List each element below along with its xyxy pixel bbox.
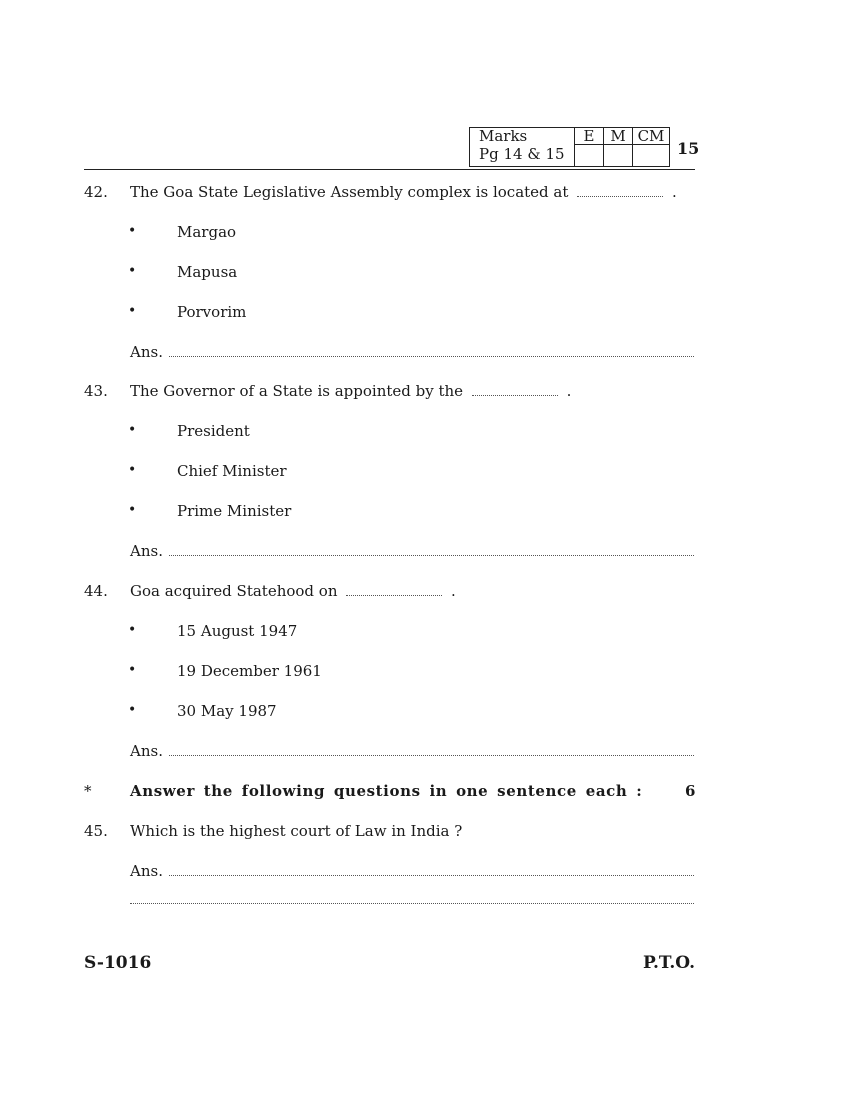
question-43-option-3: Prime Minister <box>177 502 292 520</box>
question-42-blank[interactable] <box>577 184 663 197</box>
instruction-marks: 6 <box>685 782 696 800</box>
question-42-answer-line[interactable] <box>169 344 694 357</box>
bullet-icon: • <box>128 223 137 239</box>
question-42-prompt: The Goa State Legislative Assembly complex is located at <box>130 183 569 201</box>
question-44-answer-line[interactable] <box>169 743 694 756</box>
question-42-text <box>130 183 677 201</box>
question-45-answer-line-2[interactable] <box>130 902 694 904</box>
page-number: 15 <box>677 139 700 158</box>
bullet-icon: • <box>128 462 137 478</box>
pto-label: P.T.O. <box>643 953 695 973</box>
bullet-icon: • <box>128 702 137 718</box>
marks-col-e: E <box>575 128 604 145</box>
question-43-text <box>130 382 571 400</box>
question-43-answer-line[interactable] <box>169 543 694 556</box>
marks-cell-m <box>604 145 633 167</box>
question-45-ans-label: Ans. <box>130 862 163 880</box>
question-42-period: . <box>671 183 677 201</box>
marks-box <box>469 127 670 167</box>
bullet-icon: • <box>128 622 137 638</box>
header-rule <box>84 169 695 170</box>
question-42-ans-label: Ans. <box>130 343 163 361</box>
question-43-prompt: The Governor of a State is appointed by the <box>130 382 464 400</box>
instruction-text: Answer the following questions in one sentence each : <box>130 782 643 800</box>
bullet-icon: • <box>128 662 137 678</box>
marks-label-line2: Pg 14 & 15 <box>479 145 565 163</box>
question-44-period: . <box>451 582 456 600</box>
question-44-prompt: Goa acquired Statehood on <box>130 582 338 600</box>
marks-cell-cm <box>633 145 670 167</box>
question-42-answer-row <box>130 343 694 361</box>
paper-code: S-1016 <box>84 953 152 973</box>
question-43-period: . <box>566 382 572 400</box>
question-43-option-2: Chief Minister <box>177 462 287 480</box>
question-44-blank[interactable] <box>346 583 442 596</box>
bullet-icon: • <box>128 422 137 438</box>
question-43-number: 43. <box>84 382 108 400</box>
marks-cell-e <box>575 145 604 167</box>
question-44-answer-row <box>130 742 694 760</box>
marks-label-line1: Marks <box>479 127 528 145</box>
question-44-ans-label: Ans. <box>130 742 163 760</box>
marks-label <box>470 128 575 167</box>
question-43-option-1: President <box>177 422 250 440</box>
question-43-blank[interactable] <box>472 383 558 396</box>
bullet-icon: • <box>128 303 137 319</box>
question-43-answer-row <box>130 542 694 560</box>
question-42-option-3: Porvorim <box>177 303 247 321</box>
question-42-option-2: Mapusa <box>177 263 238 281</box>
instruction-marker: * <box>84 782 92 800</box>
question-45-answer-row <box>130 862 694 880</box>
question-44-option-1: 15 August 1947 <box>177 622 298 640</box>
question-44-number: 44. <box>84 582 108 600</box>
question-45-answer-line[interactable] <box>169 863 694 876</box>
marks-col-m: M <box>604 128 633 145</box>
marks-col-cm: CM <box>633 128 670 145</box>
question-42-option-1: Margao <box>177 223 237 241</box>
question-44-option-2: 19 December 1961 <box>177 662 322 680</box>
question-45-text: Which is the highest court of Law in India ? <box>130 822 463 840</box>
question-45-number: 45. <box>84 822 108 840</box>
question-44-option-3: 30 May 1987 <box>177 702 277 720</box>
question-44-text <box>130 582 456 600</box>
question-42-number: 42. <box>84 183 108 201</box>
bullet-icon: • <box>128 263 137 279</box>
bullet-icon: • <box>128 502 137 518</box>
question-43-ans-label: Ans. <box>130 542 163 560</box>
